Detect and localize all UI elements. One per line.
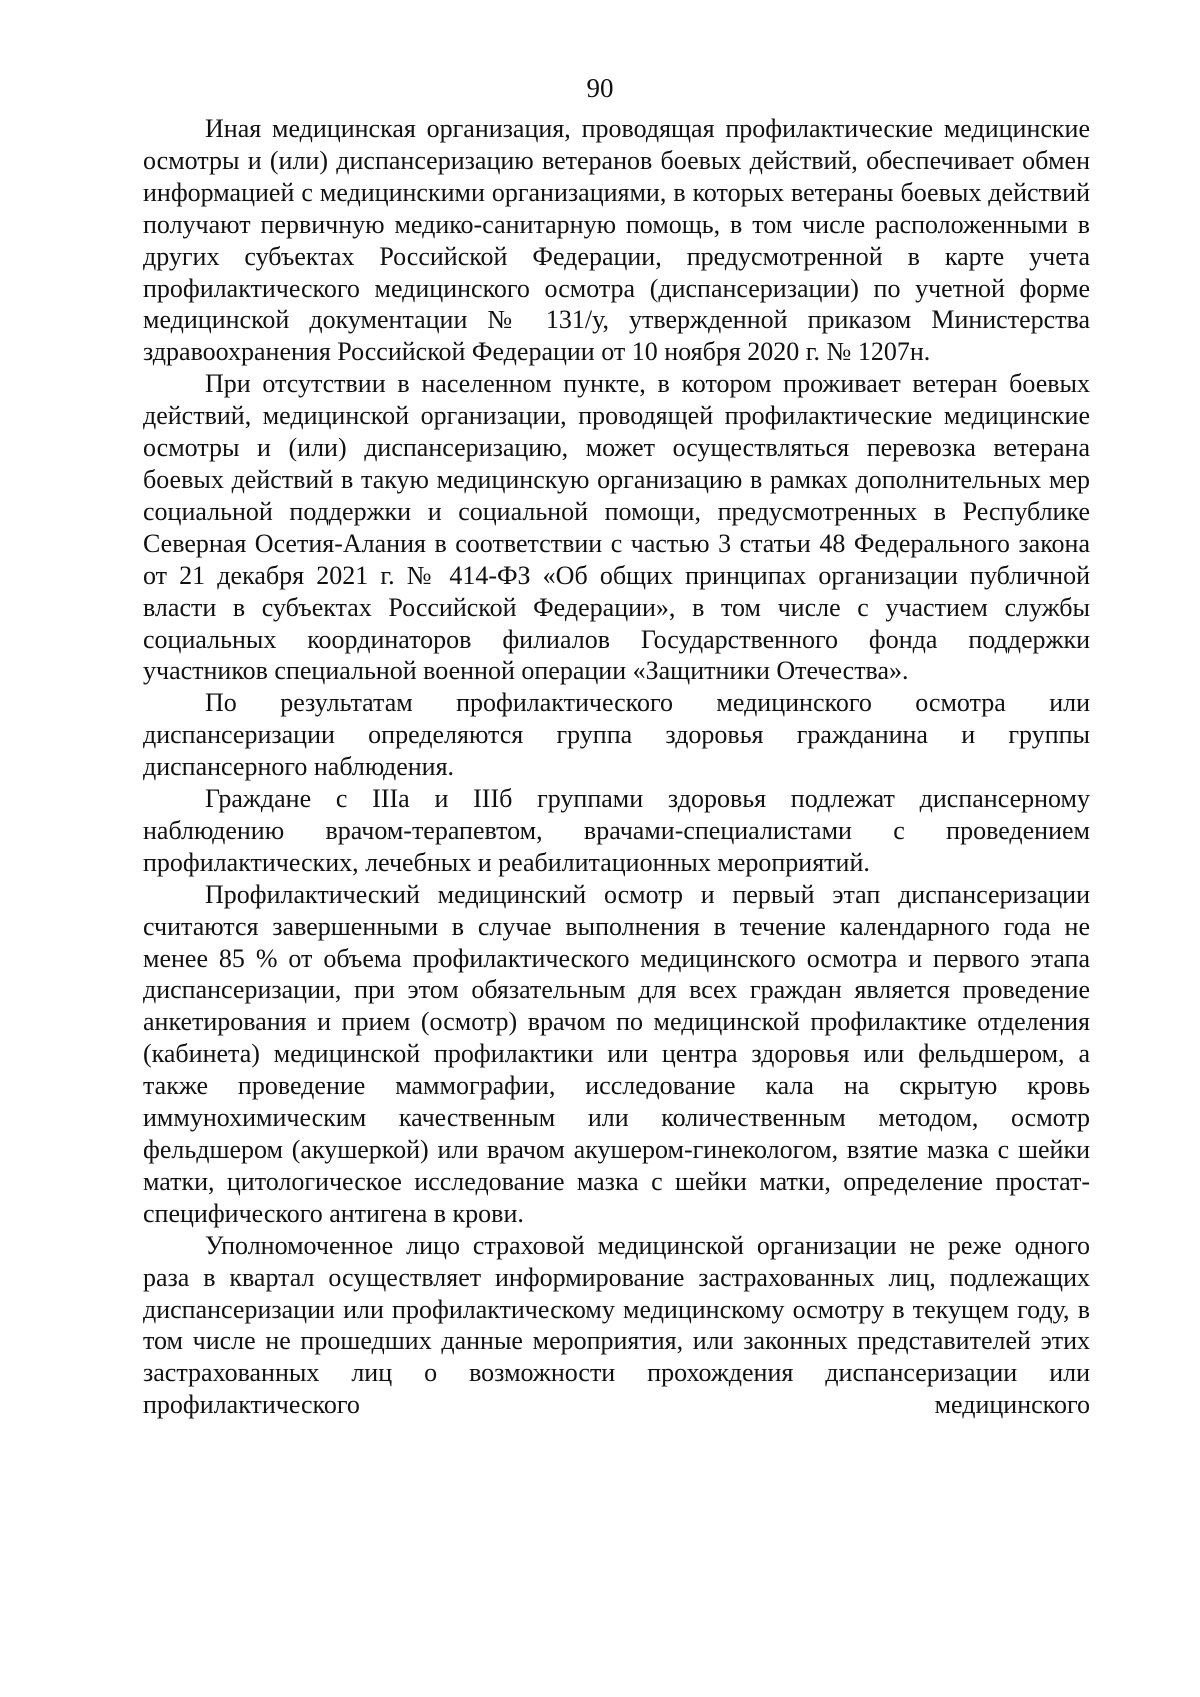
paragraph-health-groups: По результатам профилактического медицинского осмотра или диспансеризации определяются группа здоровья гражданина и группы диспансерного наблюдения. [143, 688, 1090, 782]
page-number: 90 [586, 73, 614, 103]
paragraph-veteran-transport: При отсутствии в населенном пункте, в котором проживает ветеран боевых действий, медицинской организации, проводящей профилактические медицинские осмотры и (или) диспансеризацию, может осуществляться перевозка ветерана боевых действий в такую медицинскую организацию в рамках дополнительных мер социальной поддержки и социальной помощи, предусмотренных в Республике Северная Осетия-Алания в соответствии с частью 3 статьи 48 Федерального закона от 21 декабря 2021 г. № 414-ФЗ «Об общих принципах организации публичной власти в субъектах Российской Федерации», в том числе с участием службы социальных координаторов филиалов Государственного фонда поддержки участников специальной военной операции «Защитники Отечества». [143, 369, 1090, 686]
document-body [143, 113, 1090, 1421]
paragraph-dispensary-observation: Граждане с IIIа и IIIб группами здоровья подлежат диспансерному наблюдению врачом-терапевтом, врачами-специалистами с проведением профилактических, лечебных и реабилитационных мероприятий. [143, 784, 1090, 877]
paragraph-veterans-data-exchange: Иная медицинская организация, проводящая профилактические медицинские осмотры и (или) диспансеризацию ветеранов боевых действий, обеспечивает обмен информацией с медицинскими организациями, в которых ветераны боевых действий получают первичную медико-санитарную помощь, в том числе расположенными в других субъектах Российской Федерации, предусмотренной в карте учета профилактического медицинского осмотра (диспансеризации) по учетной форме медицинской документации № 131/у, утвержденной приказом Министерства здравоохранения Российской Федерации от 10 ноября 2020 г. № 1207н. [143, 114, 1090, 367]
paragraph-insurer-informing: Уполномоченное лицо страховой медицинской организации не реже одного раза в квартал осуществляет информирование застрахованных лиц, подлежащих диспансеризации или профилактическому медицинскому осмотру в текущем году, в том числе не прошедших данные мероприятия, или законных представителей этих застрахованных лиц о возможности прохождения диспансеризации или профилактического медицинского [143, 1230, 1090, 1420]
paragraph-completion-criteria: Профилактический медицинский осмотр и первый этап диспансеризации считаются завершенными в случае выполнения в течение календарного года не менее 85 % от объема профилактического медицинского осмотра и первого этапа диспансеризации, при этом обязательным для всех граждан является проведение анкетирования и прием (осмотр) врачом по медицинской профилактике отделения (кабинета) медицинской профилактики или центра здоровья или фельдшером, а также проведение маммографии, исследование кала на скрытую кровь иммунохимическим качественным или количественным методом, осмотр фельдшером (акушеркой) или врачом акушером-гинекологом, взятие мазка с шейки матки, цитологическое исследование мазка с шейки матки, определение простат-специфического антигена в крови. [143, 879, 1090, 1228]
